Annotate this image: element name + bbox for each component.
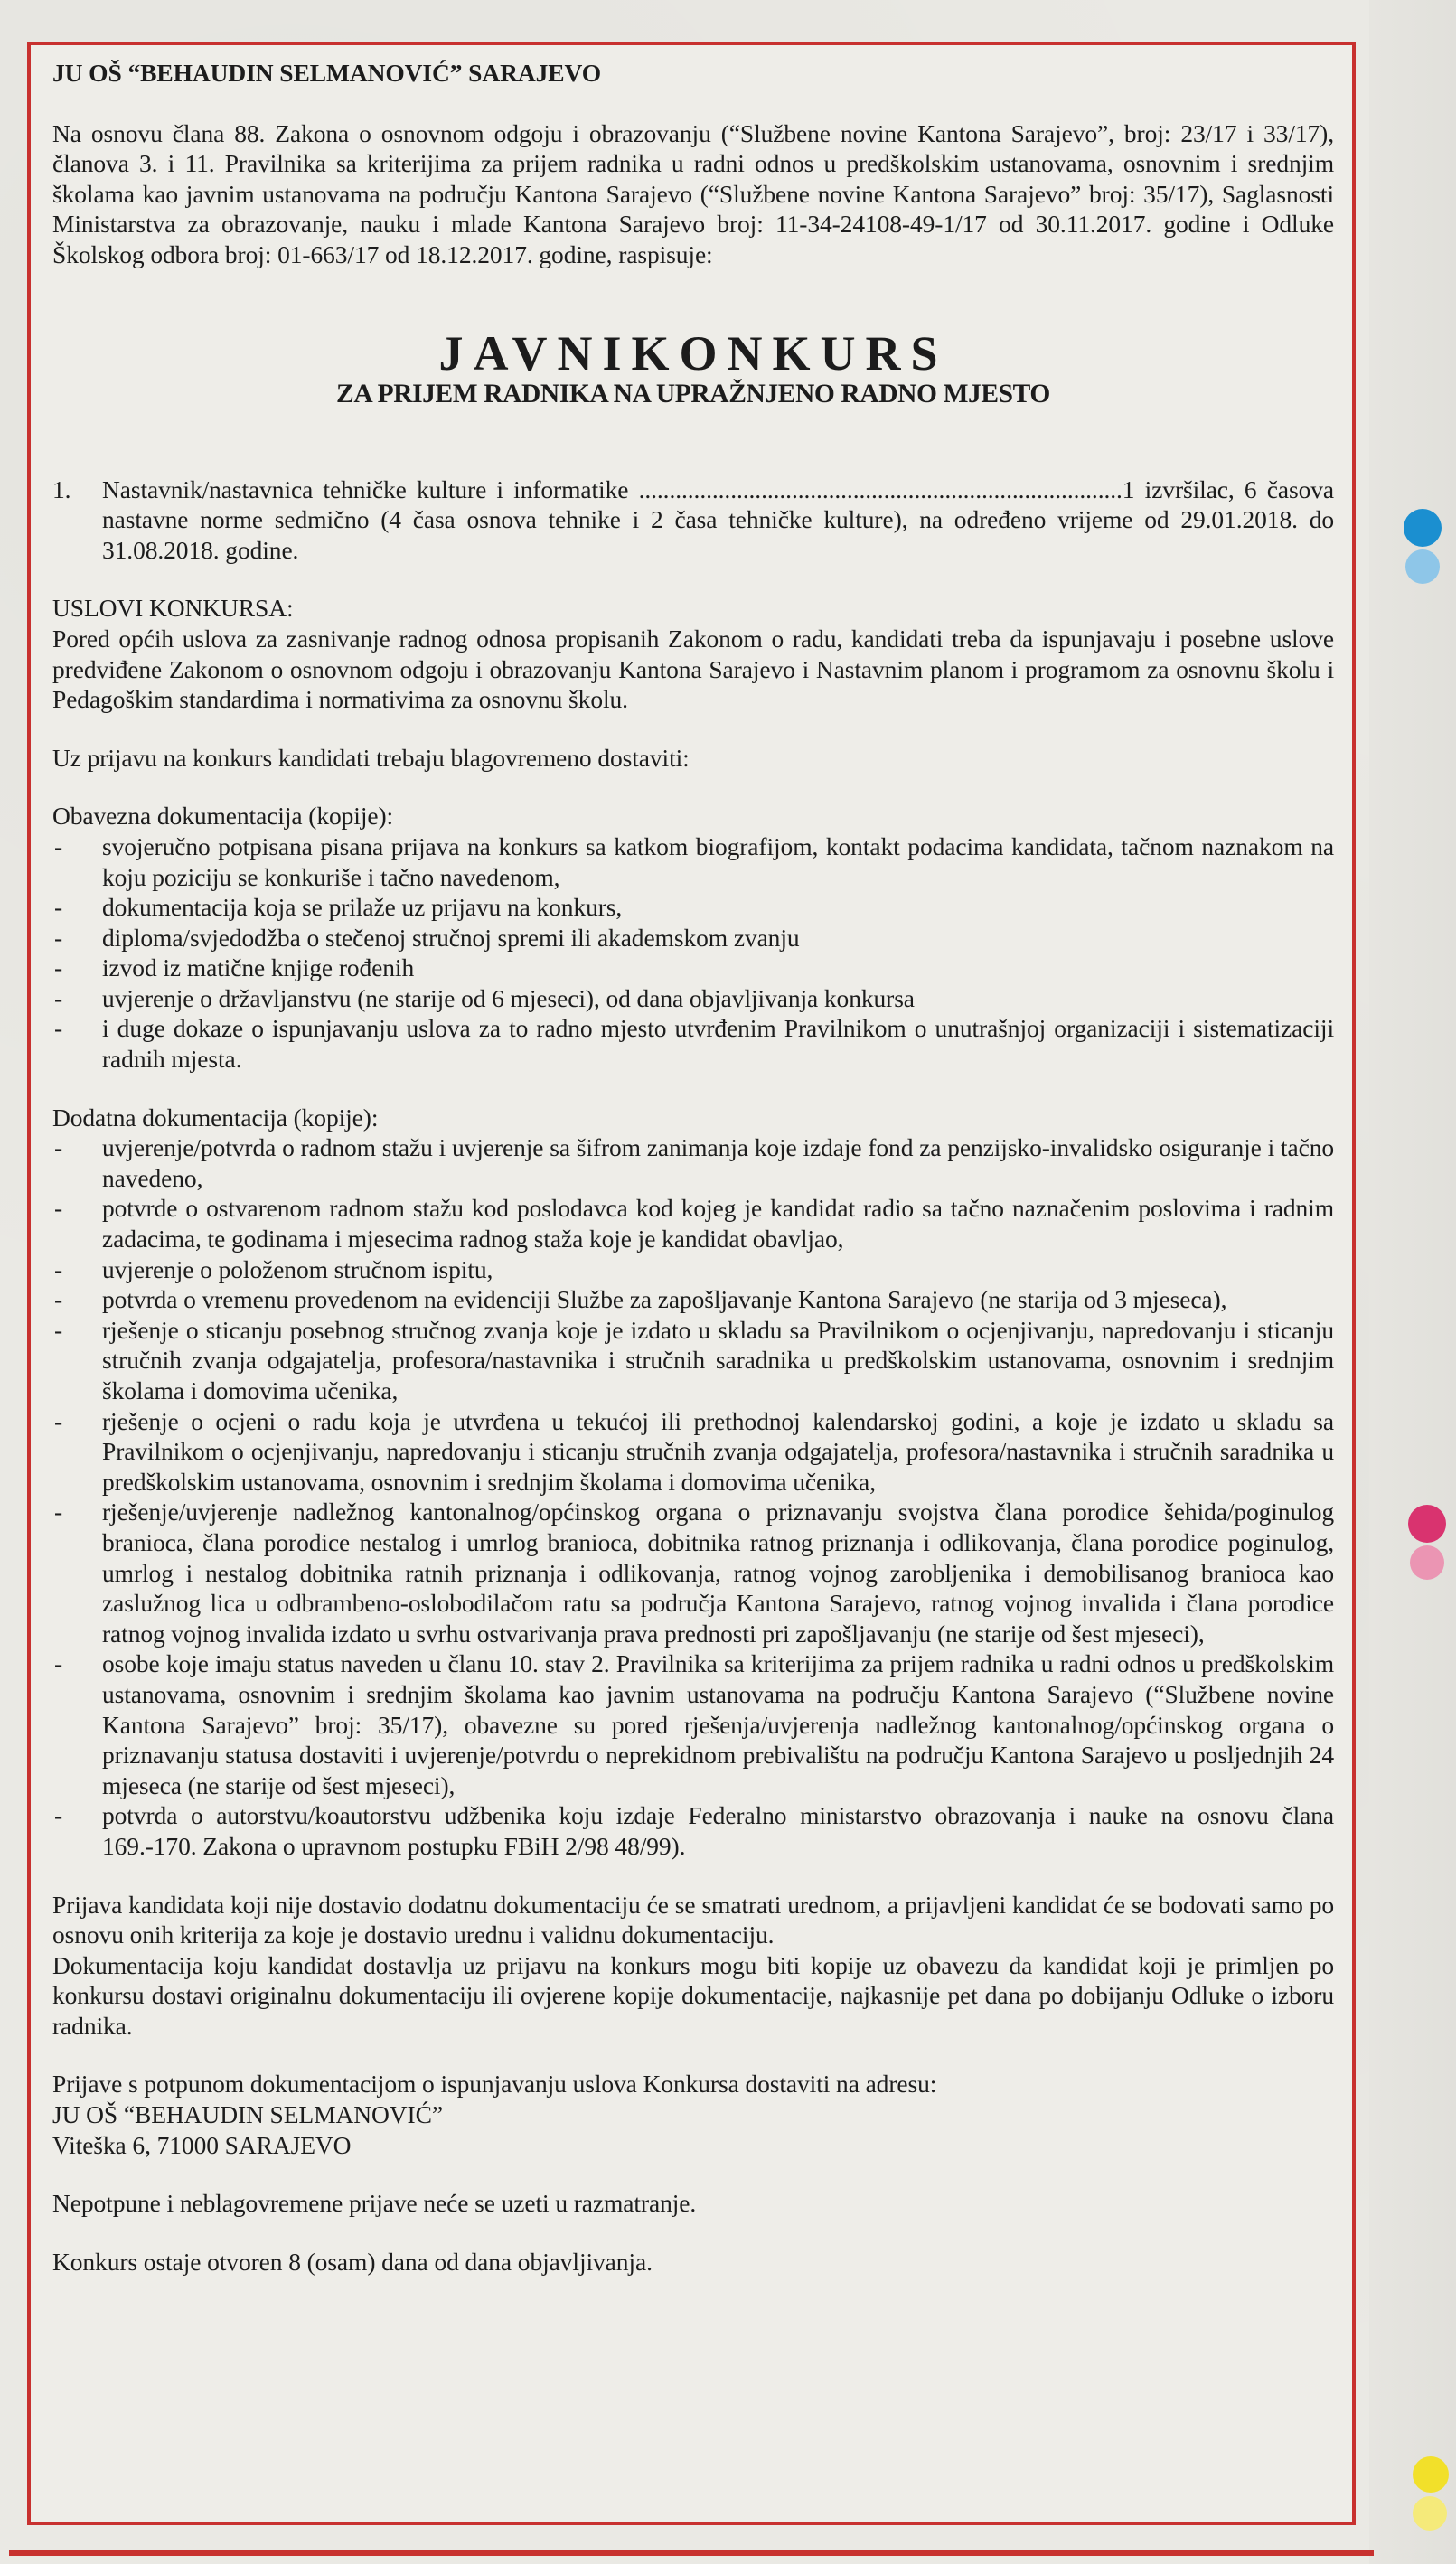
list-item: - rješenje/uvjerenje nadležnog kantonalnog/općinskog organa o priznavanju svojstva člana porodice šehida/poginulog branioca, člana porodice nestalog i umrlog branioca, dobitnika ratnog priznanja i odlikovanja, člana porodice poginulog, umrlog i nestalog dobitnika ratnih priznanja i odlikovanja, ratnog vojnog zarobljenika i demobilisanog branioca kao zaslužnog lica u odbrambeno-oslobodilačom ratu sa područja Kantona Sarajevo, ratnog vojnog invalida i člana porodice ratnog vojnog invalida izdato u svrhu ostvarivanja prava prednosti pri zapošljavanju (ne starije od šest mjeseci), [52, 1497, 1334, 1648]
list-item: - potvrda o vremenu provedenom na evidenciji Službe za zapošljavanje Kantona Sarajevo (ne starija od 3 mjeseca), [52, 1284, 1334, 1315]
list-item: - uvjerenje o položenom stručnom ispitu, [52, 1254, 1334, 1285]
address-intro: Prijave s potpunom dokumentacijom o ispunjavanju uslova Konkursa dostaviti na adresu: [52, 2070, 937, 2099]
adjacent-page-strip [1369, 0, 1456, 2564]
list-item: - uvjerenje/potvrda o radnom stažu i uvjerenje sa šifrom zanimanja koje izdaje fond za penzijsko-invalidsko osiguranje i tačno navedeno, [52, 1132, 1334, 1193]
submission-intro-section [52, 743, 1334, 774]
duration-note-section [52, 2247, 1334, 2278]
notice-subtitle: ZA PRIJEM RADNIKA NA UPRAŽNJENO RADNO MJESTO [336, 379, 1050, 409]
address-section [52, 2069, 1334, 2160]
address-line-2: Viteška 6, 71000 SARAJEVO [52, 2130, 352, 2159]
mandatory-heading: Obavezna dokumentacija (kopije): [52, 802, 394, 831]
list-item: - dokumentacija koja se prilaže uz prijavu na konkurs, [52, 892, 1334, 923]
notice-content [52, 58, 1334, 2277]
list-item: - i duge dokaze o ispunjavanju uslova za to radno mjesto utvrđenim Pravilnikom o unutrašnjoj organizaciji i sistematizaciji radnih mjesta. [52, 1013, 1334, 1074]
duration-note: Konkurs ostaje otvoren 8 (osam) dana od dana objavljivanja. [52, 2247, 653, 2276]
conditions-heading: USLOVI KONKURSA: [52, 594, 294, 623]
address-line-1: JU OŠ “BEHAUDIN SELMANOVIĆ” [52, 2100, 443, 2129]
conditions-text: Pored općih uslova za zasnivanje radnog odnosa propisanih Zakonom o radu, kandidati treba da ispunjavaju i posebne uslove predviđene Zakonom o osnovnom odgoju i obrazovanju Kantona Sarajevo i Nastavnim planom i programom za osnovnu školu i Pedagoškim standardima i normativima za osnovnu školu. [52, 624, 1334, 714]
registration-dot-cyan [1404, 509, 1442, 547]
list-item: - uvjerenje o državljanstvu (ne starije od 6 mjeseci), od dana objavljivanja konkursa [52, 983, 1334, 1014]
list-item: - rješenje o ocjeni o radu koja je utvrđena u tekućoj ili prethodnoj kalendarskoj godini, a koje je izdato u skladu sa Pravilnikom o ocjenjivanju, napredovanju i sticanju stručnih zvanja odgajatelja, profesora/nastavnika i stručnih saradnika u predškolskim ustanovama, osnovnim i srednjim školama i domovima učenika, [52, 1406, 1334, 1498]
additional-heading: Dodatna dokumentacija (kopije): [52, 1103, 379, 1132]
conditions-section [52, 593, 1334, 714]
organization-title: JU OŠ “BEHAUDIN SELMANOVIĆ” SARAJEVO [52, 59, 602, 87]
registration-dot-cyan-light [1405, 549, 1440, 584]
intro-paragraph: Na osnovu člana 88. Zakona o osnovnom odgoju i obrazovanju (“Službene novine Kantona Sarajevo”, broj: 23/17 i 33/17), članova 3. i 11. Pravilnika sa kriterijima za prijem radnika u radni odnos u predškolskim ustanovama, osnovnim i srednjim školama kao javnim ustanovama na području Kantona Sarajevo (“Službene novine Kantona Sarajevo” broj: 35/17), Saglasnosti Ministarstva za obrazovanje, nauku i mlade Kantona Sarajevo broj: 11-34-24108-49-1/17 od 30.11.2017. godine i Odluke Školskog odbora broj: 01-663/17 od 18.12.2017. godine, raspisuje: [52, 118, 1334, 268]
mandatory-docs-section [52, 801, 1334, 1074]
list-item: - svojeručno potpisana pisana prijava na konkurs sa katkom biografijom, kontakt podacima kandidata, tačnom naznakom na koju poziciju se konkuriše i tačno navedenom, [52, 831, 1334, 892]
additional-list [52, 1132, 1334, 1861]
closing-section [52, 1890, 1334, 2042]
additional-docs-section [52, 1103, 1334, 1862]
position-item [52, 474, 1334, 566]
position-number: 1. [52, 474, 71, 503]
incomplete-note-section [52, 2188, 1334, 2219]
notice-title: JAVNIKONKURS [438, 325, 948, 380]
registration-dot-yellow [1413, 2456, 1449, 2493]
list-item: - rješenje o sticanju posebnog stručnog zvanja koje je izdato u skladu sa Pravilnikom o ocjenjivanju, napredovanju i sticanju stručnih zvanja odgajatelja, profesora/nastavnika i stručnih saradnika u predškolskim ustanovama, osnovnim i srednjim školama i domovima učenika, [52, 1315, 1334, 1406]
registration-dot-magenta [1408, 1505, 1446, 1543]
list-item: - izvod iz matične knjige rođenih [52, 953, 1334, 983]
closing-paragraph-2: Dokumentacija koju kandidat dostavlja uz prijavu na konkurs mogu biti kopije uz obavezu da kandidat koji je primljen po konkursu dostavi originalnu dokumentaciju ili ovjerene kopije dokumentacije, najkasnije pet dana po dobijanju Odluke o izboru radnika. [52, 1950, 1334, 2040]
list-item: - diploma/svjedodžba o stečenoj stručnoj spremi ili akademskom zvanju [52, 923, 1334, 953]
registration-dot-yellow-light [1413, 2496, 1447, 2531]
incomplete-note: Nepotpune i neblagovremene prijave neće se uzeti u razmatranje. [52, 2189, 697, 2218]
list-item: - potvrda o autorstvu/koautorstvu udžbenika koju izdaje Federalno ministarstvo obrazovanja i nauke na osnovu člana 169.-170. Zakona o upravnom postupku FBiH 2/98 48/99). [52, 1800, 1334, 1861]
position-text: Nastavnik/nastavnica tehničke kulture i informatike ...............................................................................1 izvršilac, 6 časova nastavne norme sedmično (4 časa osnova tehnike i 2 časa tehničke kulture), na određeno vrijeme od 29.01.2018. do 31.08.2018. godine. [102, 474, 1334, 564]
registration-dot-magenta-light [1410, 1545, 1444, 1580]
list-item: - osobe koje imaju status naveden u članu 10. stav 2. Pravilnika sa kriterijima za prijem radnika u radni odnos u predškolskim ustanovama, osnovnim i srednjim školama kao javnim ustanovama na području Kantona Sarajevo (“Službene novine Kantona Sarajevo” broj: 35/17), obavezne su pored rješenja/uvjerenja nadležnog kantonalnog/općinskog organa o priznavanju statusa dostaviti i uvjerenje/potvrdu o neprekidnom prebivalištu na području Kantona Sarajevo u posljednjih 24 mjeseca (ne starije od šest mjeseci), [52, 1648, 1334, 1800]
mandatory-list [52, 831, 1334, 1075]
list-item: - potvrde o ostvarenom radnom stažu kod poslodavca kod kojeg je kandidat radio sa tačno naznačenim poslovima i radnim zadacima, te godinama i mjesecima radnog staža koje je kandidat obavljao, [52, 1193, 1334, 1254]
closing-paragraph-1: Prijava kandidata koji nije dostavio dodatnu dokumentaciju će se smatrati urednom, a prijavljeni kandidat će se bodovati samo po osnovu onih kriterija za koje je dostavio urednu i validnu dokumentaciju. [52, 1890, 1334, 1949]
submission-intro: Uz prijavu na konkurs kandidati trebaju blagovremeno dostaviti: [52, 743, 690, 772]
bottom-red-rule [9, 2550, 1374, 2556]
